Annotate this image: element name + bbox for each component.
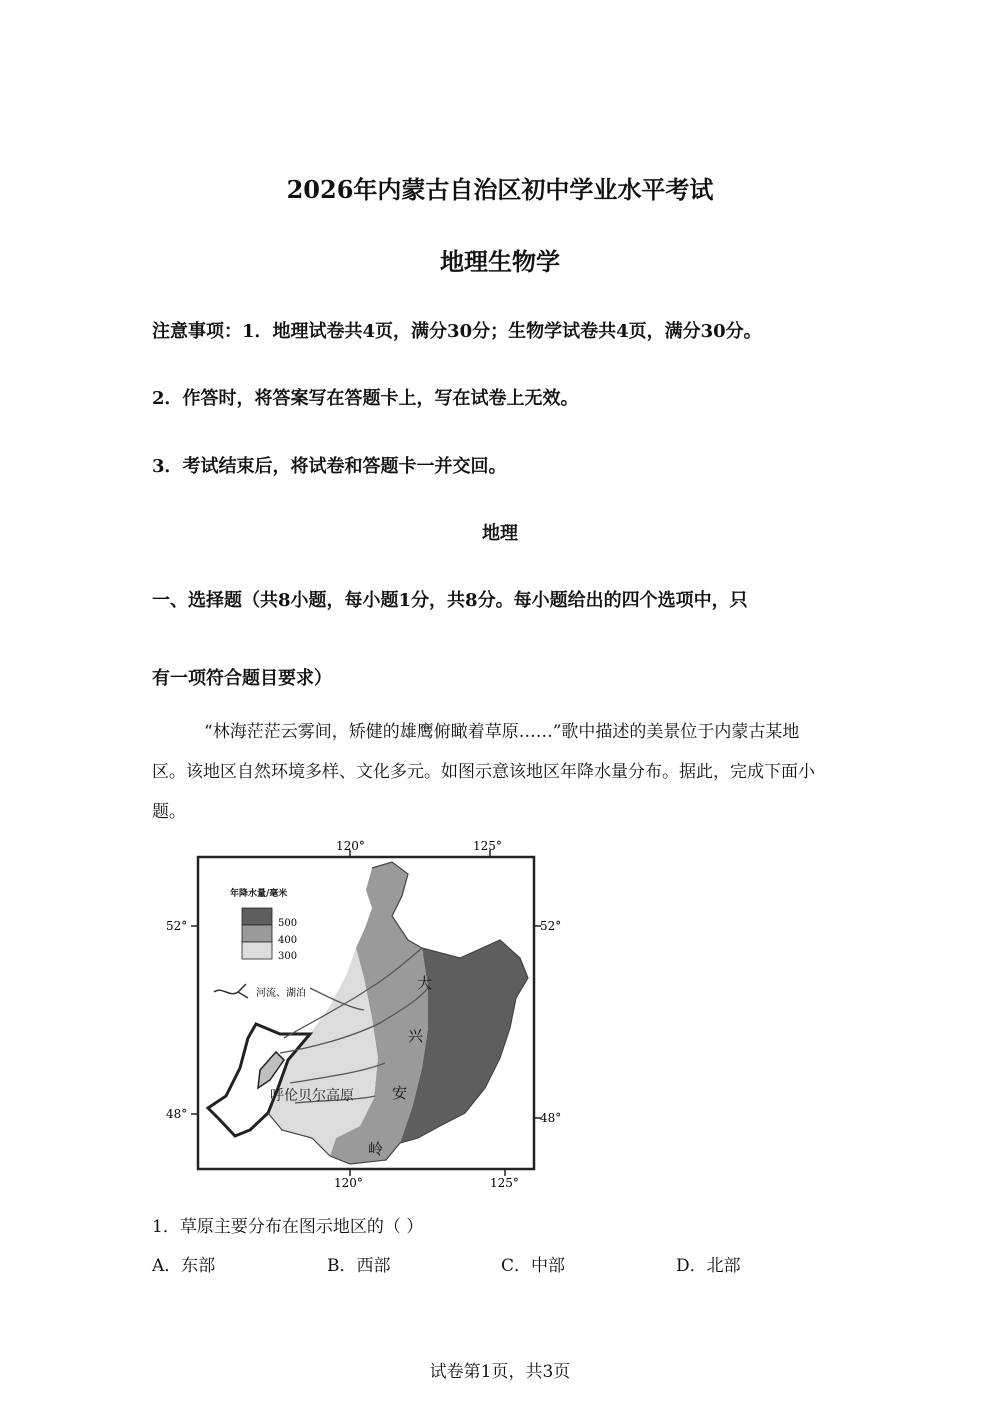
section-heading-line2: 有一项符合题目要求）	[152, 668, 332, 689]
legend-swatch-mid	[242, 925, 272, 942]
mountain-char-3: 安	[392, 1084, 408, 1102]
mountain-char-2: 兴	[408, 1027, 424, 1045]
legend-swatch-low	[242, 942, 272, 959]
lat-label-52-left: 52°	[166, 919, 188, 933]
exam-title: 2026年内蒙古自治区初中学业水平考试	[286, 175, 714, 204]
notes-label: 注意事项：	[152, 321, 242, 342]
lat-label-48-right: 48°	[540, 1111, 562, 1125]
option-d: D．北部	[676, 1256, 741, 1276]
lon-label-120-bottom: 120°	[334, 1176, 363, 1190]
lon-label-120-top: 120°	[336, 839, 365, 853]
option-a: A．东部	[152, 1256, 216, 1276]
passage-line-1: “林海茫茫云雾间，矫健的雄鹰俯瞰着草原……”歌中描述的美景位于内蒙古某地	[204, 722, 800, 742]
subject-title: 地理生物学	[440, 247, 560, 276]
option-b: B．西部	[327, 1256, 391, 1276]
passage-line-2: 区。该地区自然环境多样、文化多元。如图示意该地区年降水量分布。据此，完成下面小	[152, 762, 815, 782]
region-label: 呼伦贝尔高原	[270, 1088, 354, 1104]
legend-value-500: 500	[278, 918, 298, 929]
section-heading-line1: 一、选择题（共8小题，每小题1分，共8分。每小题给出的四个选项中，只	[152, 590, 748, 611]
legend-swatch-high	[242, 908, 272, 925]
mountain-char-1: 大	[417, 974, 433, 992]
map-svg	[160, 838, 580, 1194]
passage-line-3: 题。	[152, 802, 186, 822]
lon-label-125-top: 125°	[473, 839, 502, 853]
lat-label-48-left: 48°	[166, 1107, 188, 1121]
mountain-char-4: 岭	[368, 1140, 384, 1158]
question-stem: 1．草原主要分布在图示地区的（ ）	[152, 1217, 424, 1237]
river-legend-label: 河流、湖泊	[256, 988, 306, 999]
notes-first-line	[152, 317, 762, 343]
legend-value-300: 300	[278, 951, 298, 962]
legend-title: 年降水量/毫米	[230, 889, 288, 899]
note-item-1: 1．地理试卷共4页，满分30分；生物学试卷共4页，满分30分。	[242, 321, 762, 342]
note-item-2: 2．作答时，将答案写在答题卡上，写在试卷上无效。	[152, 388, 579, 409]
section-name: 地理	[482, 523, 518, 544]
precipitation-map	[160, 838, 580, 1194]
legend-value-400: 400	[278, 935, 298, 946]
option-c: C．中部	[501, 1256, 566, 1276]
lat-label-52-right: 52°	[540, 919, 562, 933]
note-item-3: 3．考试结束后，将试卷和答题卡一并交回。	[152, 456, 507, 477]
lon-label-125-bottom: 125°	[490, 1176, 519, 1190]
page-footer: 试卷第1页，共3页	[429, 1362, 571, 1382]
